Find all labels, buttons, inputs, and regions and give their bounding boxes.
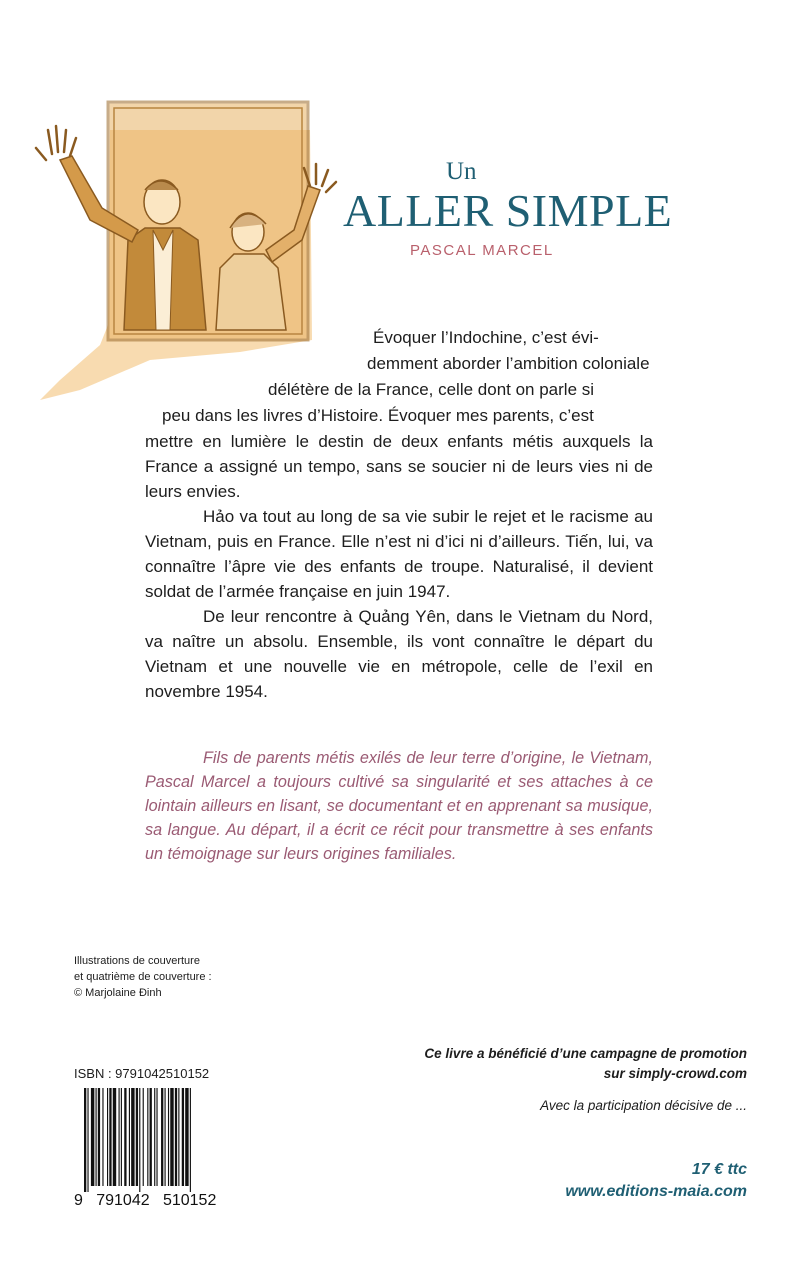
summary-line-4: peu dans les livres d’Histoire. Évoquer mes parents, c’est <box>162 406 594 425</box>
barcode-bar <box>154 1088 155 1186</box>
barcode-bar <box>98 1088 100 1186</box>
barcode-bar <box>190 1088 191 1192</box>
summary-line-1: Évoquer l’Indochine, c’est évi- <box>373 328 599 347</box>
barcode-bar <box>131 1088 134 1186</box>
barcode-bar <box>150 1088 152 1186</box>
barcode-bar <box>124 1088 126 1186</box>
barcode-bar <box>107 1088 108 1186</box>
barcode-bar <box>178 1088 179 1186</box>
price: 17 € ttc <box>691 1161 747 1178</box>
isbn-label: ISBN : 9791042510152 <box>74 1066 210 1081</box>
barcode-bar <box>91 1088 94 1186</box>
summary-line-3: délétère de la France, celle dont on parle si <box>268 380 595 399</box>
summary-paragraph-1-rest: mettre en lumière le destin de deux enfants métis auxquels la France a assigné un tempo, sans se soucier ni de leurs vies ni de leurs envies. <box>145 432 653 501</box>
barcode-bar <box>170 1088 173 1186</box>
barcode-bar <box>185 1088 188 1186</box>
barcode-bar <box>102 1088 103 1186</box>
barcode-bar <box>168 1088 169 1186</box>
barcode-bar <box>175 1088 177 1186</box>
publisher-website: www.editions-maia.com <box>565 1183 747 1200</box>
credits-line-1: Illustrations de couverture <box>74 955 200 967</box>
barcode-bar <box>161 1088 163 1186</box>
summary-paragraph-2: Hảo va tout au long de sa vie subir le rejet et le racisme au Vietnam, puis en France. Elle n’est ni d’ici ni d’ailleurs. Tiến, lui, va connaître l’âpre vie des enfants de troupe. Naturalisé, il devient soldat de l’armée française en juin 1947. <box>145 507 653 601</box>
book-title: ALLER SIMPLE <box>343 185 673 236</box>
summary-paragraph-3: De leur rencontre à Quảng Yên, dans le Vietnam du Nord, va naître un absolu. Ensemble, ils vont connaître le départ du Vietnam et une nouvelle vie en métropole, celle de l’exil en novembre 1954. <box>145 607 653 701</box>
isbn-barcode <box>74 1088 226 1208</box>
title-prefix: Un <box>446 158 477 185</box>
illustration-credits <box>74 953 274 1001</box>
barcode-bar <box>113 1088 116 1186</box>
barcode-bar <box>156 1088 157 1186</box>
barcode-bar <box>129 1088 130 1186</box>
publisher-info <box>424 1044 747 1201</box>
author-name: PASCAL MARCEL <box>410 242 554 259</box>
barcode-bar <box>109 1088 111 1186</box>
promo-line-1: Ce livre a bénéficié d’une campagne de promotion <box>424 1046 747 1061</box>
barcode-bar <box>136 1088 138 1186</box>
cover-illustration <box>20 90 360 400</box>
barcode-bar <box>96 1088 97 1186</box>
participation-note: Avec la participation décisive de ... <box>540 1098 747 1113</box>
barcode-bar <box>182 1088 184 1186</box>
credits-line-3: © Marjolaine Đinh <box>74 987 162 999</box>
promo-line-2: sur simply-crowd.com <box>603 1066 747 1081</box>
barcode-bar <box>84 1088 86 1192</box>
barcode-digits: 9 791042 510152 <box>74 1192 217 1208</box>
barcode-bar <box>165 1088 166 1186</box>
summary-line-2: demment aborder l’ambition coloniale <box>367 354 650 373</box>
barcode-bar <box>143 1088 144 1186</box>
barcode-bar <box>121 1088 122 1186</box>
barcode-bar <box>139 1088 140 1192</box>
author-bio: Fils de parents métis exilés de leur terre d’origine, le Vietnam, Pascal Marcel a toujours cultivé sa singularité et ses attaches à ce lointain ailleurs en lisant, se documentant et en apprenant sa musique, sa langue. Au départ, il a écrit ce récit pour transmettre à ses enfants un témoignage sur leurs origines familiales. <box>145 749 653 863</box>
barcode-bar <box>147 1088 148 1186</box>
credits-line-2: et quatrième de couverture : <box>74 971 212 983</box>
barcode-bar <box>87 1088 88 1192</box>
barcode-bar <box>119 1088 120 1186</box>
